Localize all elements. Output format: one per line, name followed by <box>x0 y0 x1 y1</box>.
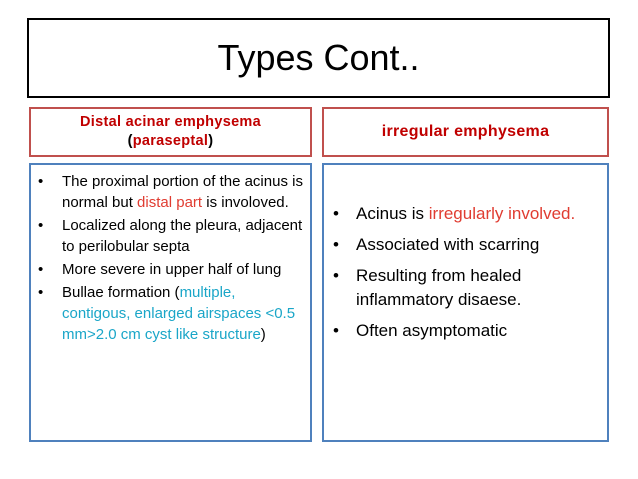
item-text-end: ) <box>260 326 266 343</box>
list-item <box>38 259 306 280</box>
left-column-body <box>29 163 312 442</box>
list-item <box>333 202 605 226</box>
item-highlight: distal part <box>137 194 203 211</box>
bullet-icon: • <box>38 284 44 301</box>
list-item <box>333 233 605 257</box>
list-item <box>38 171 306 213</box>
list-item <box>38 215 306 257</box>
item-text: The proximal portion of the acinus is normal but <box>62 173 303 211</box>
bullet-icon: • <box>38 217 44 234</box>
right-column-heading <box>322 107 609 157</box>
bullet-icon: • <box>333 321 339 340</box>
item-highlight: irregularly involved. <box>428 204 576 223</box>
item-text: More severe in upper half of lung <box>62 261 282 278</box>
list-item <box>333 264 605 312</box>
right-bullet-list <box>333 202 605 350</box>
left-heading-open-paren: ( <box>127 133 133 149</box>
item-text: Often asymptomatic <box>356 321 508 340</box>
item-text: Associated with scarring <box>356 235 540 254</box>
item-highlight: multiple, contigous, enlarged airspaces <0.5 mm>2.0 cm cyst like structure <box>62 284 296 343</box>
left-heading-term: paraseptal <box>132 133 209 149</box>
slide-title: Types Cont.. <box>217 37 420 78</box>
left-bullet-list <box>38 171 306 347</box>
left-heading-close-paren: ) <box>208 133 214 149</box>
item-text: Localized along the pleura, adjacent to perilobular septa <box>62 217 303 255</box>
right-column-body <box>322 163 609 442</box>
bullet-icon: • <box>333 266 339 285</box>
left-column-heading <box>29 107 312 157</box>
item-text: Resulting from healed inflammatory disaese. <box>356 266 522 309</box>
bullet-icon: • <box>333 204 339 223</box>
bullet-icon: • <box>38 173 44 190</box>
item-text: Acinus is <box>356 204 429 223</box>
left-heading-line1: Distal acinar emphysema <box>80 114 261 130</box>
list-item <box>38 282 306 345</box>
bullet-icon: • <box>38 261 44 278</box>
list-item <box>333 319 605 343</box>
right-heading-text: irregular emphysema <box>381 123 550 140</box>
title-box <box>27 18 610 98</box>
bullet-icon: • <box>333 235 339 254</box>
item-text-end: is involoved. <box>202 194 289 211</box>
item-text: Bullae formation ( <box>62 284 180 301</box>
